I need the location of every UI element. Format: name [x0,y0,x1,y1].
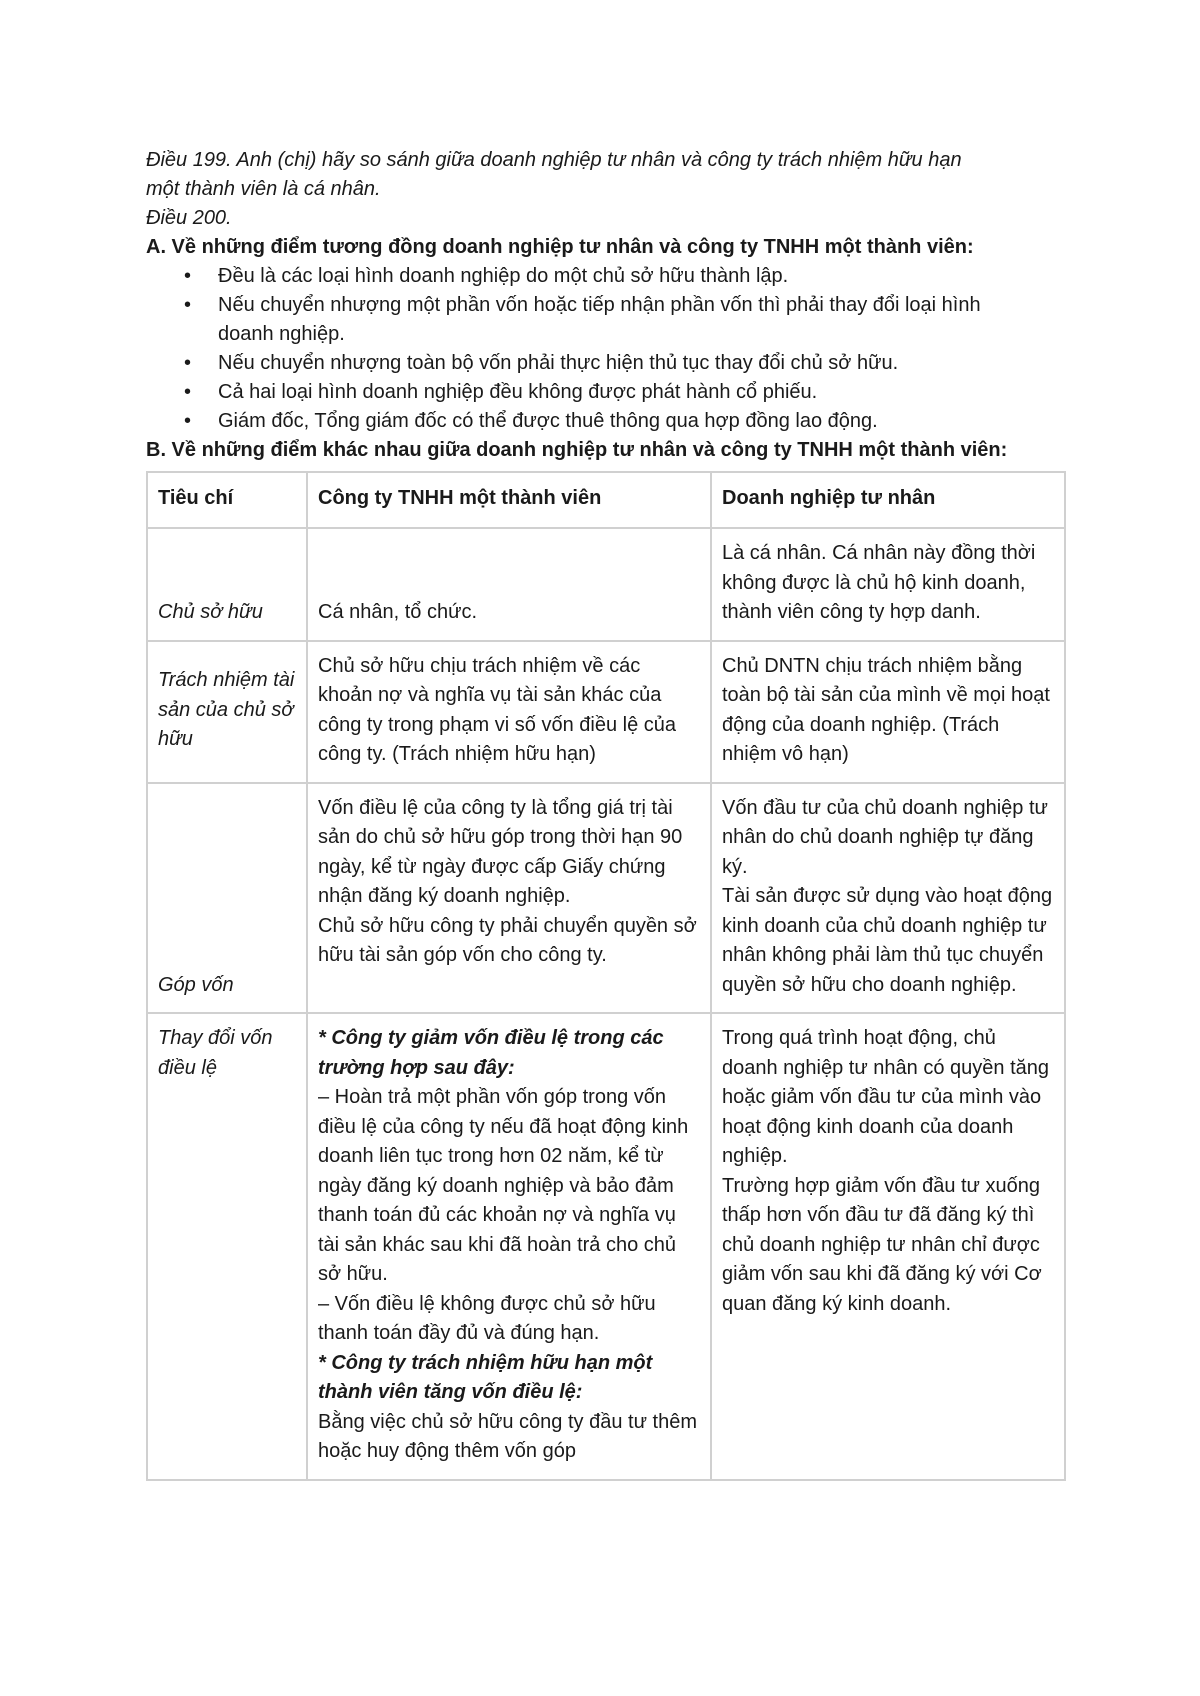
cell-text: Vốn điều lệ của công ty là tổng giá trị tài sản do chủ sở hữu góp trong thời hạn 90 ngày, kể từ ngày được cấp Giấy chứng nhận đăng ký doanh nghiệp. [318,796,683,907]
list-item: • Giám đốc, Tổng giám đốc có thể được thuê thông qua hợp đồng lao động. [218,407,1066,436]
dntn-cell [711,1013,1065,1480]
dntn-cell [711,783,1065,1014]
document-body [146,146,1066,1481]
cell-text: – Hoàn trả một phần vốn góp trong vốn điều lệ của công ty nếu đã hoạt động kinh doanh liên tục trong hơn 02 năm, kể từ ngày đăng ký doanh nghiệp và bảo đảm thanh toán đủ các khoản nợ và nghĩa vụ tài sản khác sau khi đã hoàn trả cho chủ sở hữu. [318,1086,689,1285]
cell-text: – Vốn điều lệ không được chủ sở hữu thanh toán đầy đủ và đúng hạn. [318,1292,656,1344]
criterion-cell: Góp vốn [147,783,307,1014]
table-row [147,528,1065,641]
cell-text: Chủ sở hữu công ty phải chuyển quyền sở hữu tài sản góp vốn cho công ty. [318,914,697,966]
cell-text: Chủ DNTN chịu trách nhiệm bằng toàn bộ tài sản của mình về mọi hoạt động của doanh nghiệp. (Trách nhiệm vô hạn) [722,654,1050,765]
cell-text: Trường hợp giảm vốn đầu tư xuống thấp hơn vốn đầu tư đã đăng ký thì chủ doanh nghiệp tư nhân chỉ được giảm vốn sau khi đã đăng ký với Cơ quan đăng ký kinh doanh. [722,1174,1042,1315]
section-a-heading: A. Về những điểm tương đồng doanh nghiệp tư nhân và công ty TNHH một thành viên: [146,236,974,258]
header-criterion: Tiêu chí [147,472,307,528]
table-row [147,783,1065,1014]
cell-text: Chủ sở hữu chịu trách nhiệm về các khoản nợ và nghĩa vụ tài sản khác của công ty trong phạm vi số vốn điều lệ của công ty. (Trách nhiệm hữu hạn) [318,654,676,765]
header-dntn: Doanh nghiệp tư nhân [711,472,1065,528]
section-b-heading: B. Về những điểm khác nhau giữa doanh nghiệp tư nhân và công ty TNHH một thành viên: [146,439,1008,461]
cell-subheading: * Công ty trách nhiệm hữu hạn một thành viên tăng vốn điều lệ: [318,1351,653,1403]
cell-text: Cá nhân, tổ chức. [318,601,478,623]
dntn-cell [711,641,1065,783]
criterion-cell: Trách nhiệm tài sản của chủ sở hữu [147,641,307,783]
question-line-1: Điều 199. Anh (chị) hãy so sánh giữa doanh nghiệp tư nhân và công ty trách nhiệm hữu hạn [146,149,962,171]
cell-text: Là cá nhân. Cá nhân này đồng thời không được là chủ hộ kinh doanh, thành viên công ty hợp danh. [722,542,1036,623]
list-item: • Nếu chuyển nhượng một phần vốn hoặc tiếp nhận phần vốn thì phải thay đổi loại hình doanh nghiệp. [218,291,1066,349]
list-item: • Cả hai loại hình doanh nghiệp đều không được phát hành cổ phiếu. [218,378,1066,407]
tnhh-cell [307,1013,711,1480]
criterion-cell: Thay đổi vốn điều lệ [147,1013,307,1480]
cell-text: Trong quá trình hoạt động, chủ doanh nghiệp tư nhân có quyền tăng hoặc giảm vốn đầu tư của mình vào hoạt động kinh doanh của doanh nghiệp. [722,1027,1049,1167]
cell-text: Tài sản được sử dụng vào hoạt động kinh doanh của chủ doanh nghiệp tư nhân không phải làm thủ tục chuyển quyền sở hữu cho doanh nghiệp. [722,885,1053,996]
similarities-list [146,262,1066,436]
table-row [147,1013,1065,1480]
cell-text: Vốn đầu tư của chủ doanh nghiệp tư nhân do chủ doanh nghiệp tự đăng ký. [722,796,1048,878]
list-item: • Nếu chuyển nhượng toàn bộ vốn phải thực hiện thủ tục thay đổi chủ sở hữu. [218,349,1066,378]
tnhh-cell [307,783,711,1014]
dntn-cell [711,528,1065,641]
list-item: • Đều là các loại hình doanh nghiệp do một chủ sở hữu thành lập. [218,262,1066,291]
cell-text: Bằng việc chủ sở hữu công ty đầu tư thêm hoặc huy động thêm vốn góp [318,1410,697,1462]
question-line-2: một thành viên là cá nhân. [146,178,381,200]
comparison-table [146,471,1066,1481]
criterion-cell: Chủ sở hữu [147,528,307,641]
question-line-3: Điều 200. [146,207,232,229]
tnhh-cell [307,528,711,641]
table-row [147,641,1065,783]
cell-subheading: * Công ty giảm vốn điều lệ trong các trường hợp sau đây: [318,1027,664,1079]
table-header-row [147,472,1065,528]
header-tnhh: Công ty TNHH một thành viên [307,472,711,528]
tnhh-cell [307,641,711,783]
